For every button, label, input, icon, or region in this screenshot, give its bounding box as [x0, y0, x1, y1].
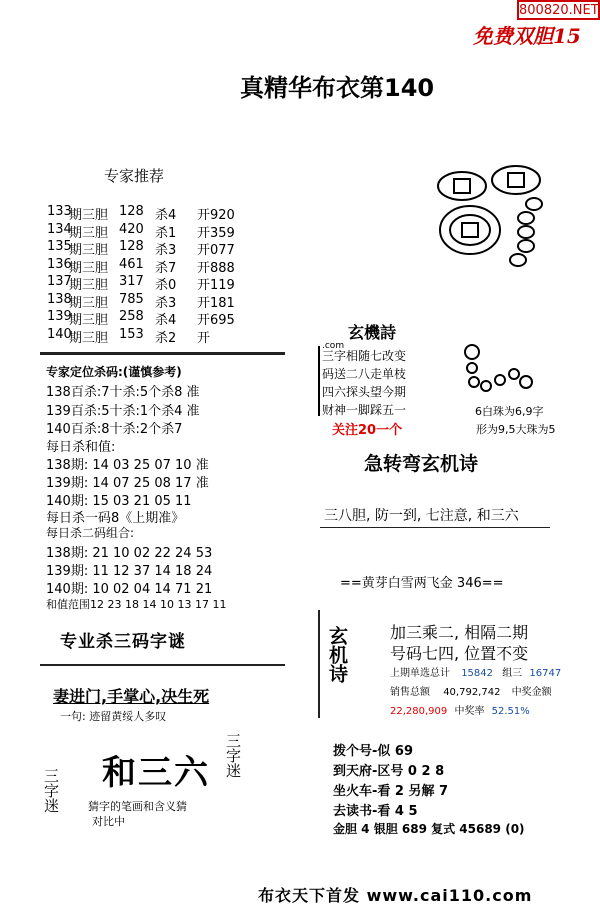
sum-heading: 每日杀和值:: [46, 440, 116, 455]
expert-period: 136: [47, 256, 72, 272]
footer-text: 布衣天下首发 www.cai110.com: [258, 886, 533, 905]
expert-label: 期三胆: [69, 225, 109, 241]
xj-line2: 号码七四, 位置不变: [390, 644, 529, 663]
kill-row: 138百杀:7十杀:5个杀8 准: [46, 385, 200, 400]
stat-label: 中奖率: [454, 706, 485, 717]
two-kill-row: 139期: 11 12 37 14 18 24: [46, 564, 213, 579]
expert-label: 期三胆: [69, 243, 109, 258]
riddle-note1: 猜字的笔画和含义猜: [88, 800, 187, 813]
sum-row: 139期: 14 07 25 08 17 准: [46, 476, 209, 491]
expert-period: 140: [47, 326, 72, 342]
expert-kai: 开181: [197, 295, 235, 311]
expert-kai: 开920: [197, 208, 235, 223]
riddle-line2: 一句: 迹留黄绥人多叹: [60, 710, 167, 723]
stat-label: 销售总额: [390, 687, 430, 698]
expert-dan: 128: [119, 239, 144, 254]
expert-label: 期三胆: [69, 313, 109, 328]
poem-line: 四六探头望今期: [322, 385, 407, 399]
poem-line: 三字相随七改变: [322, 349, 407, 363]
hint-row: 去读书-看 4 5: [333, 804, 418, 819]
site-badge: 800820.NET: [517, 0, 600, 20]
stat-value: 16747: [529, 668, 562, 679]
stat-label: 中奖金额: [511, 687, 552, 698]
divider: [320, 527, 550, 528]
xuanji-vert: 玄机诗: [326, 626, 348, 683]
expert-kai: 开077: [197, 243, 235, 258]
hint-row: 拨个号-似 69: [333, 744, 414, 759]
sum-row: 140期: 15 03 21 05 11: [46, 494, 192, 509]
coin-illustration: [430, 158, 548, 270]
stat-row: [390, 664, 561, 679]
expert-kill: 杀0: [155, 278, 177, 293]
stat-value: 22,280,909: [390, 706, 448, 717]
expert-heading: 专家推荐: [104, 167, 165, 185]
poem-line: 码送二八走单枝: [322, 367, 407, 381]
expert-period: 137: [47, 274, 72, 289]
riddle-right-vert: 三字迷: [224, 733, 242, 778]
stat-value: 52.51%: [491, 706, 530, 717]
gold-line: ==黄芽白雪两飞金 346==: [340, 576, 504, 591]
stat-row: [390, 702, 530, 717]
stat-label: 上期单选总计: [390, 668, 450, 679]
poem-title: 玄機詩: [348, 323, 397, 342]
expert-label: 期三胆: [69, 278, 109, 293]
xj-line1: 加三乘二, 相隔二期: [390, 623, 529, 642]
expert-kill: 杀3: [155, 295, 177, 311]
expert-kill: 杀3: [155, 243, 177, 258]
sum-row: 138期: 14 03 25 07 10 准: [46, 458, 209, 473]
divider: [318, 610, 320, 718]
expert-kill: 杀4: [155, 208, 177, 223]
riddle-line1: 妻进门,手掌心,决生死: [53, 687, 210, 706]
riddle-big: 和三六: [102, 753, 210, 793]
expert-dan: 258: [119, 309, 144, 324]
hint-row: 坐火车-看 2 另解 7: [333, 784, 449, 799]
expert-period: 135: [47, 239, 72, 254]
stat-value: 40,792,742: [443, 687, 501, 698]
expert-kai: 开359: [197, 225, 235, 241]
expert-period: 133: [47, 204, 72, 219]
expert-period: 138: [47, 291, 72, 307]
beads-illustration: [462, 340, 536, 398]
turn-text: 三八胆, 防一到, 七注意, 和三六: [324, 508, 519, 524]
expert-kill: 杀1: [155, 225, 177, 241]
expert-label: 期三胆: [69, 295, 109, 311]
expert-period: 139: [47, 309, 72, 324]
stat-label: 组三: [502, 668, 523, 679]
expert-dan: 153: [119, 326, 144, 342]
riddle-heading: 专业杀三码字谜: [60, 632, 186, 652]
expert-label: 期三胆: [69, 208, 109, 223]
hint-row: 到天府-区号 0 2 8: [333, 764, 445, 779]
hint-row: 金胆 4 银胆 689 复式 45689 (0): [333, 822, 525, 836]
kill-row: 139百杀:5十杀:1个杀4 准: [46, 404, 200, 419]
kill-heading: 专家定位杀码:(谨慎参考): [46, 365, 182, 379]
beads-text: 形为9,5大珠为5: [476, 423, 556, 436]
expert-kai: 开695: [197, 313, 235, 328]
two-kill-row: 138期: 21 10 02 22 24 53: [46, 546, 213, 561]
one-kill-heading: 每日杀一码8《上期准》: [46, 511, 185, 526]
expert-kai: 开888: [197, 260, 235, 276]
riddle-left-vert: 三字迷: [42, 768, 60, 813]
expert-dan: 785: [119, 291, 144, 307]
turn-title: 急转弯玄机诗: [364, 453, 479, 475]
range-row: 和值范围12 23 18 14 10 13 17 11: [46, 598, 227, 611]
expert-dan: 317: [119, 274, 144, 289]
riddle-note2: 对比中: [92, 815, 125, 828]
two-kill-row: 140期: 10 02 04 14 71 21: [46, 582, 213, 597]
divider: [40, 664, 285, 666]
expert-label: 期三胆: [69, 260, 109, 276]
page-title: 真精华布衣第140: [240, 74, 435, 102]
expert-dan: 128: [119, 204, 144, 219]
expert-kill: 杀2: [155, 330, 177, 346]
expert-period: 134: [47, 221, 72, 237]
divider: [40, 352, 285, 355]
expert-label: 期三胆: [69, 330, 109, 346]
expert-kai: 开119: [197, 278, 235, 293]
expert-dan: 461: [119, 256, 144, 272]
poem-com: .com: [322, 341, 345, 351]
expert-dan: 420: [119, 221, 144, 237]
free-dan-label: 免费双胆15: [473, 24, 581, 48]
expert-kill: 杀4: [155, 313, 177, 328]
two-kill-heading: 每日杀二码组合:: [46, 526, 135, 540]
stat-value: 15842: [461, 668, 493, 679]
kill-row: 140百杀:8十杀:2个杀7: [46, 422, 183, 437]
expert-kill: 杀7: [155, 260, 177, 276]
poem-line: 财神一脚踩五一: [322, 403, 407, 417]
expert-kai: 开: [197, 330, 211, 346]
beads-text: 6白珠为6,9字: [475, 405, 544, 418]
follow-text: 关注20一个: [332, 423, 403, 438]
stat-row: [390, 683, 552, 698]
